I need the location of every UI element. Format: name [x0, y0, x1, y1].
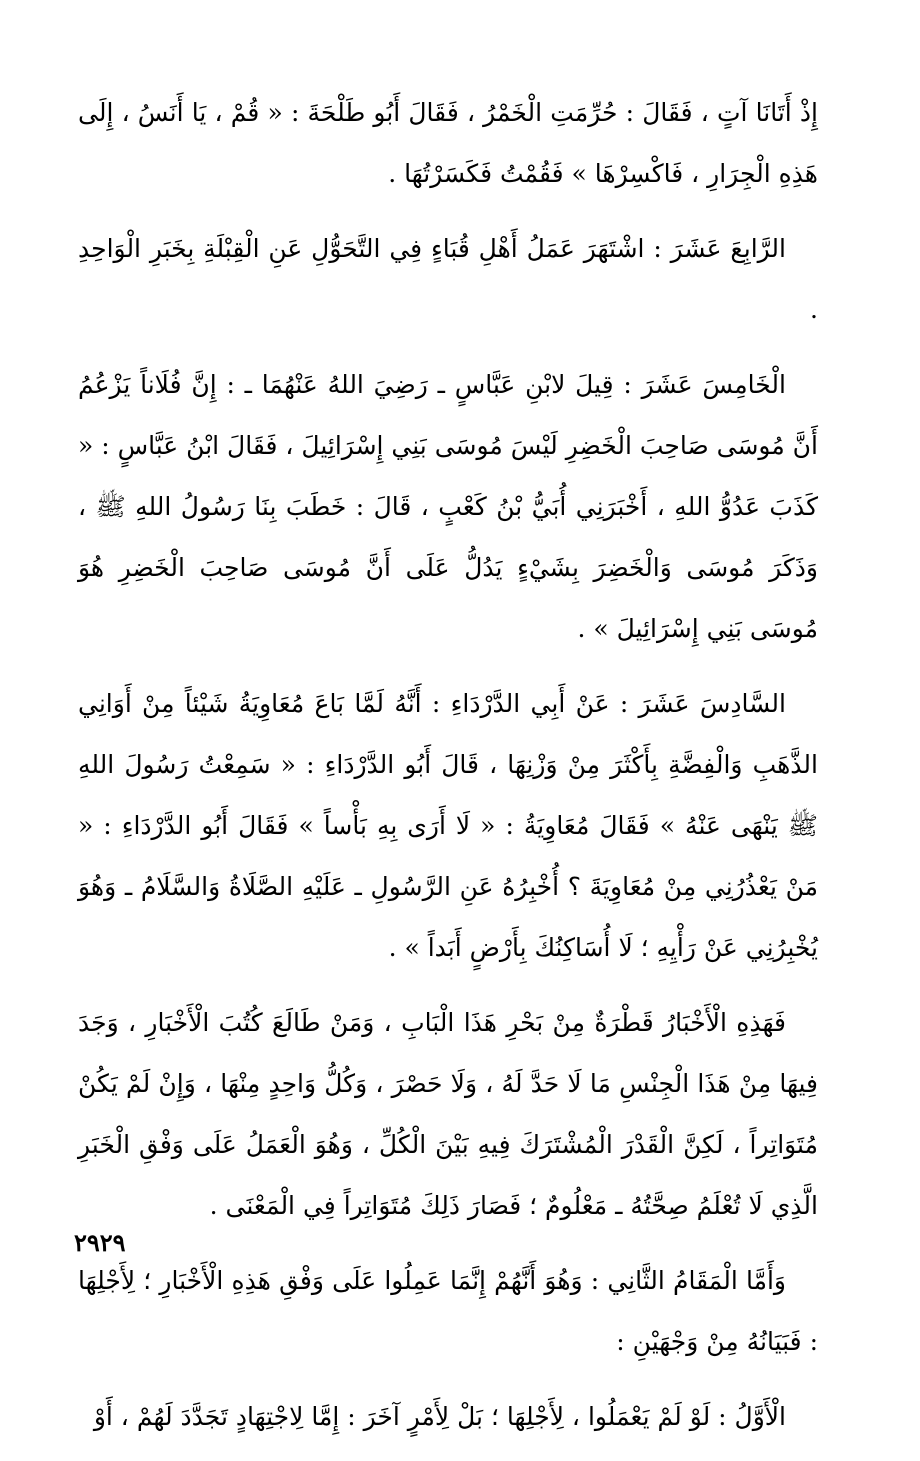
paragraph-3: الْخَامِسَ عَشَرَ : قِيلَ لابْنِ عَبَّاسٍ ـ رَضِيَ اللهُ عَنْهُمَا ـ : إِنَّ فُلَاناً يَزْعُمُ أَنَّ مُوسَى صَاحِبَ الْخَضِرِ لَيْسَ مُوسَى بَنِي إِسْرَائِيلَ ، فَقَالَ ابْنُ عَبَّاسٍ : « كَذَبَ عَدُوُّ اللهِ ، أَخْبَرَنِي أُبَيُّ بْنُ كَعْبٍ ، قَالَ : خَطَبَ بِنَا رَسُولُ اللهِ ﷺ ، وَذَكَرَ مُوسَى وَالْخَضِرَ بِشَيْءٍ يَدُلُّ عَلَى أَنَّ مُوسَى صَاحِبَ الْخَضِرِ هُوَ مُوسَى بَنِي إِسْرَائِيلَ » .: [78, 370, 818, 643]
paragraph-5: فَهَذِهِ الْأَخْبَارُ قَطْرَةٌ مِنْ بَحْرِ هَذَا الْبَابِ ، وَمَنْ طَالَعَ كُتُبَ الْأَخْبَارِ ، وَجَدَ فِيهَا مِنْ هَذَا الْجِنْسِ مَا لَا حَدَّ لَهُ ، وَلَا حَصْرَ ، وَكُلُّ وَاحِدٍ مِنْهَا ، وَإِنْ لَمْ يَكُنْ مُتَوَاتِراً ، لَكِنَّ الْقَدْرَ الْمُشْتَرَكَ فِيهِ بَيْنَ الْكُلِّ ، وَهُوَ الْعَمَلُ عَلَى وَفْقِ الْخَبَرِ الَّذِي لَا تُعْلَمُ صِحَّتُهُ ـ مَعْلُومٌ ؛ فَصَارَ ذَلِكَ مُتَوَاتِراً فِي الْمَعْنَى .: [78, 1008, 818, 1220]
paragraph-2: الرَّابِعَ عَشَرَ : اشْتَهَرَ عَمَلُ أَهْلِ قُبَاءٍ فِي التَّحَوُّلِ عَنِ الْقِبْلَةِ بِخَبَرِ الْوَاحِدِ .: [78, 234, 818, 324]
paragraph-4: السَّادِسَ عَشَرَ : عَنْ أَبِي الدَّرْدَاءِ : أَنَّهُ لَمَّا بَاعَ مُعَاوِيَةُ شَيْئاً مِنْ أَوَانِي الذَّهَبِ وَالْفِضَّةِ بِأَكْثَرَ مِنْ وَزْنِهَا ، قَالَ أَبُو الدَّرْدَاءِ : « سَمِعْتُ رَسُولَ اللهِ ﷺ يَنْهَى عَنْهُ » فَقَالَ مُعَاوِيَةُ : « لَا أَرَى بِهِ بَأْساً » فَقَالَ أَبُو الدَّرْدَاءِ : « مَنْ يَعْذُرُنِي مِنْ مُعَاوِيَةَ ؟ أُخْبِرُهُ عَنِ الرَّسُولِ ـ عَلَيْهِ الصَّلَاةُ وَالسَّلَامُ ـ وَهُوَ يُخْبِرُنِي عَنْ رَأْيِهِ ؛ لَا أُسَاكِنُكَ بِأَرْضٍ أَبَداً » .: [78, 689, 818, 962]
paragraph-7: الْأَوَّلُ : لَوْ لَمْ يَعْمَلُوا ، لِأَجْلِهَا ؛ بَلْ لِأَمْرٍ آخَرَ : إِمَّا لِاجْتِهَادٍ تَجَدَّدَ لَهُمْ ، أَوْ: [93, 1402, 786, 1431]
page-number: ٢٩٢٩: [74, 1228, 126, 1257]
paragraph-6: وَأَمَّا الْمَقَامُ الثَّانِي : وَهُوَ أَنَّهُمْ إِنَّمَا عَمِلُوا عَلَى وَفْقِ هَذِهِ الْأَخْبَارِ ؛ لِأَجْلِهَا : فَبَيَانُهُ مِنْ وَجْهَيْنِ :: [78, 1266, 818, 1356]
page-body: [78, 82, 818, 1461]
paragraph-1: إِذْ أَتَانَا آتٍ ، فَقَالَ : حُرِّمَتِ الْخَمْرُ ، فَقَالَ أَبُو طَلْحَةَ : « قُمْ ، يَا أَنَسُ ، إِلَى هَذِهِ الْجِرَارِ ، فَاكْسِرْهَا » فَقُمْتُ فَكَسَرْتُهَا .: [78, 98, 818, 188]
